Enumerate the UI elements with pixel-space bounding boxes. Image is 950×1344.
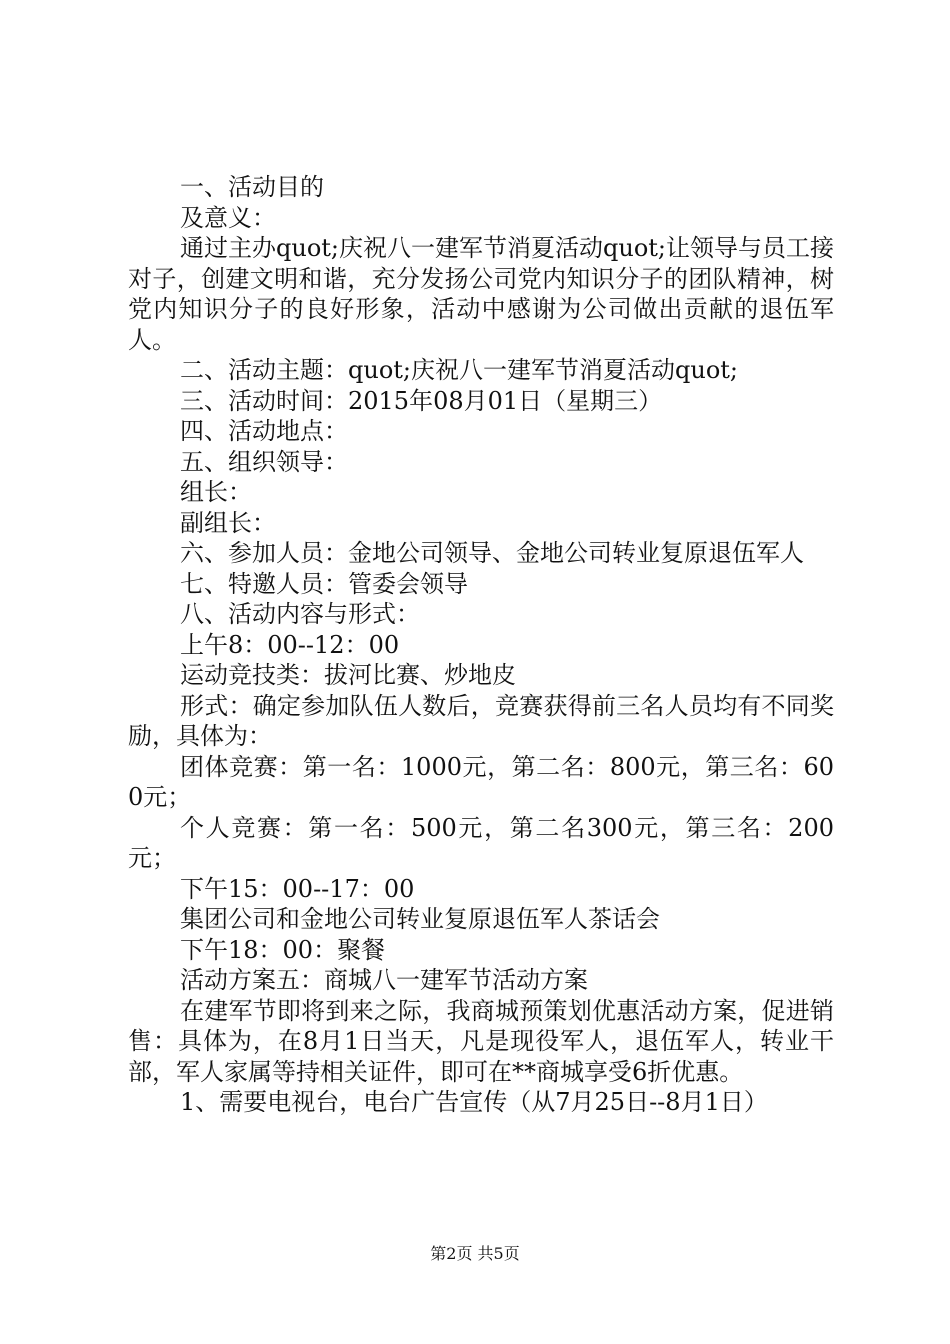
paragraph-22: 在建军节即将到来之际，我商城预策划优惠活动方案，促进销售：具体为，在8月1日当天，凡是现役军人，退伍军人，转业干部，军人家属等持相关证件，即可在**商城享受6折优惠。 <box>128 996 834 1086</box>
paragraph-16: 团体竞赛：第一名：1000元，第二名：800元，第三名：600元； <box>128 752 834 811</box>
paragraph-18: 下午15：00--17：00 <box>180 874 415 903</box>
paragraph-10: 六、参加人员：金地公司领导、金地公司转业复原退伍军人 <box>180 539 804 567</box>
paragraph-14: 运动竞技类：拔河比赛、炒地皮 <box>180 661 516 689</box>
paragraph-11: 七、特邀人员：管委会领导 <box>180 569 468 598</box>
paragraph-4: 二、活动主题：quot;庆祝八一建军节消夏活动quot; <box>180 356 738 384</box>
paragraph-23: 1、需要电视台，电台广告宣传（从7月25日--8月1日） <box>180 1088 768 1116</box>
paragraph-12: 八、活动内容与形式： <box>180 600 420 628</box>
document-body <box>128 172 834 1118</box>
paragraph-7: 五、组织领导： <box>180 447 348 476</box>
paragraph-2: 及意义： <box>180 203 276 232</box>
paragraph-21: 活动方案五：商城八一建军节活动方案 <box>180 966 588 994</box>
paragraph-19: 集团公司和金地公司转业复原退伍军人茶话会 <box>180 905 660 933</box>
paragraph-5: 三、活动时间：2015年08月01日（星期三） <box>180 386 663 415</box>
paragraph-1: 一、活动目的 <box>180 173 324 201</box>
paragraph-17: 个人竞赛：第一名：500元，第二名300元，第三名：200元； <box>128 813 834 872</box>
paragraph-20: 下午18：00：聚餐 <box>180 935 386 964</box>
paragraph-3: 通过主办quot;庆祝八一建军节消夏活动quot;让领导与员工接对子，创建文明和谐，充分发扬公司党内知识分子的团队精神，树党内知识分子的良好形象，活动中感谢为公司做出贡献的退伍军人。 <box>128 234 834 354</box>
paragraph-15: 形式：确定参加队伍人数后，竞赛获得前三名人员均有不同奖励，具体为： <box>128 691 834 750</box>
paragraph-6: 四、活动地点： <box>180 417 348 445</box>
paragraph-9: 副组长： <box>180 508 276 537</box>
page-number-footer: 第2页 共5页 <box>430 1244 520 1263</box>
paragraph-8: 组长： <box>180 478 252 506</box>
paragraph-13: 上午8：00--12：00 <box>180 630 400 659</box>
